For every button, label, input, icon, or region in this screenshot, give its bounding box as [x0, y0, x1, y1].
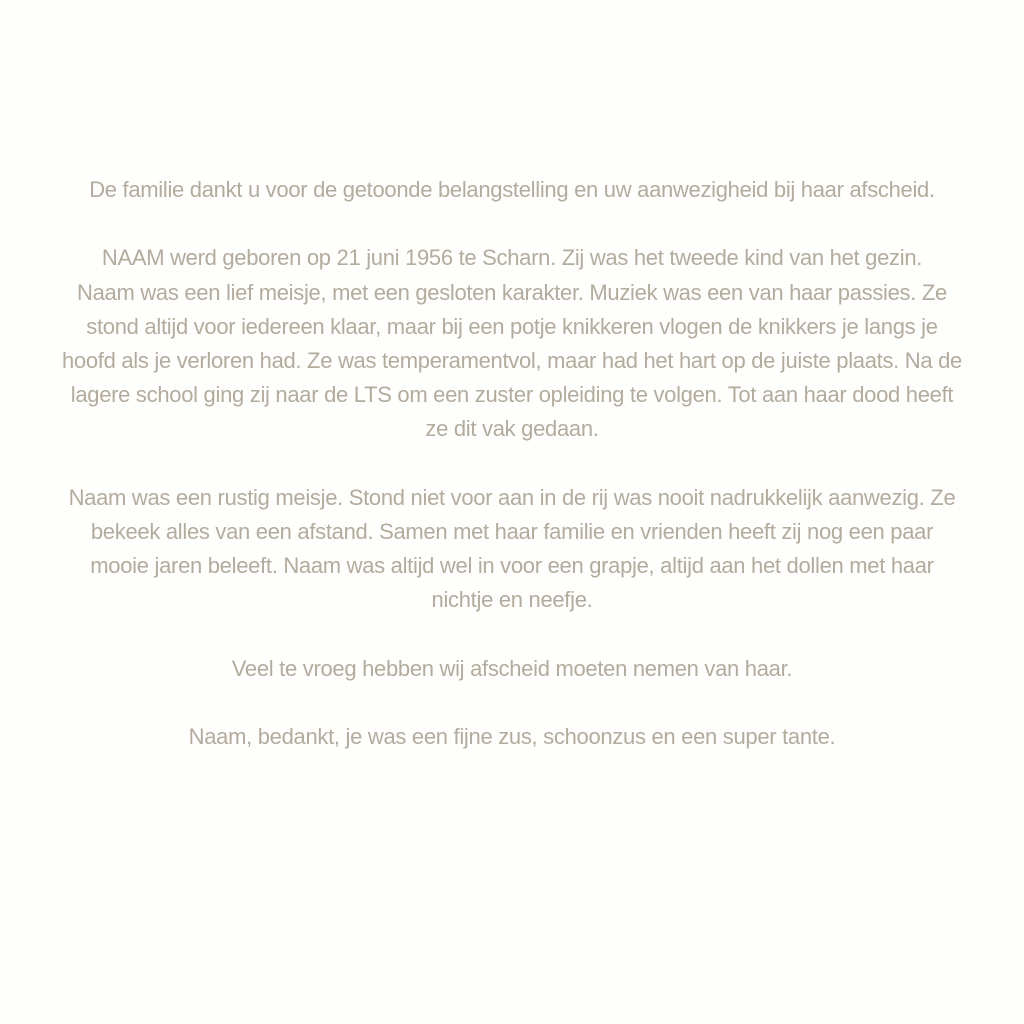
- farewell-paragraph: Veel te vroeg hebben wij afscheid moeten nemen van haar.: [231, 655, 793, 681]
- birth-paragraph: NAAM werd geboren op 21 juni 1956 te Scharn. Zij was het tweede kind van het gezin.: [101, 245, 923, 271]
- character-paragraph: Naam was een lief meisje, met een gesloten karakter. Muziek was een van haar passies. Ze stond altijd voor iedereen klaar, maar bij een potje knikkeren vlogen de knikkers je langs je hoofd als je verloren had. Ze was temperamentvol, maar had het hart op de juiste plaats. Na de lagere school ging zij naar de LTS om een zuster opleiding te volgen. Tot aan haar dood heeft ze dit vak gedaan.: [62, 279, 962, 442]
- memorial-text: [60, 173, 964, 754]
- closing-paragraph: Naam, bedankt, je was een fijne zus, schoonzus en een super tante.: [188, 724, 836, 750]
- personality-paragraph: Naam was een rustig meisje. Stond niet voor aan in de rij was nooit nadrukkelijk aanwezig. Ze bekeek alles van een afstand. Samen met haar familie en vrienden heeft zij nog een paar mooie jaren beleeft. Naam was altijd wel in voor een grapje, altijd aan het dollen met haar nichtje en neefje.: [68, 484, 956, 613]
- thank-you-paragraph: De familie dankt u voor de getoonde belangstelling en uw aanwezigheid bij haar afscheid.: [89, 177, 935, 202]
